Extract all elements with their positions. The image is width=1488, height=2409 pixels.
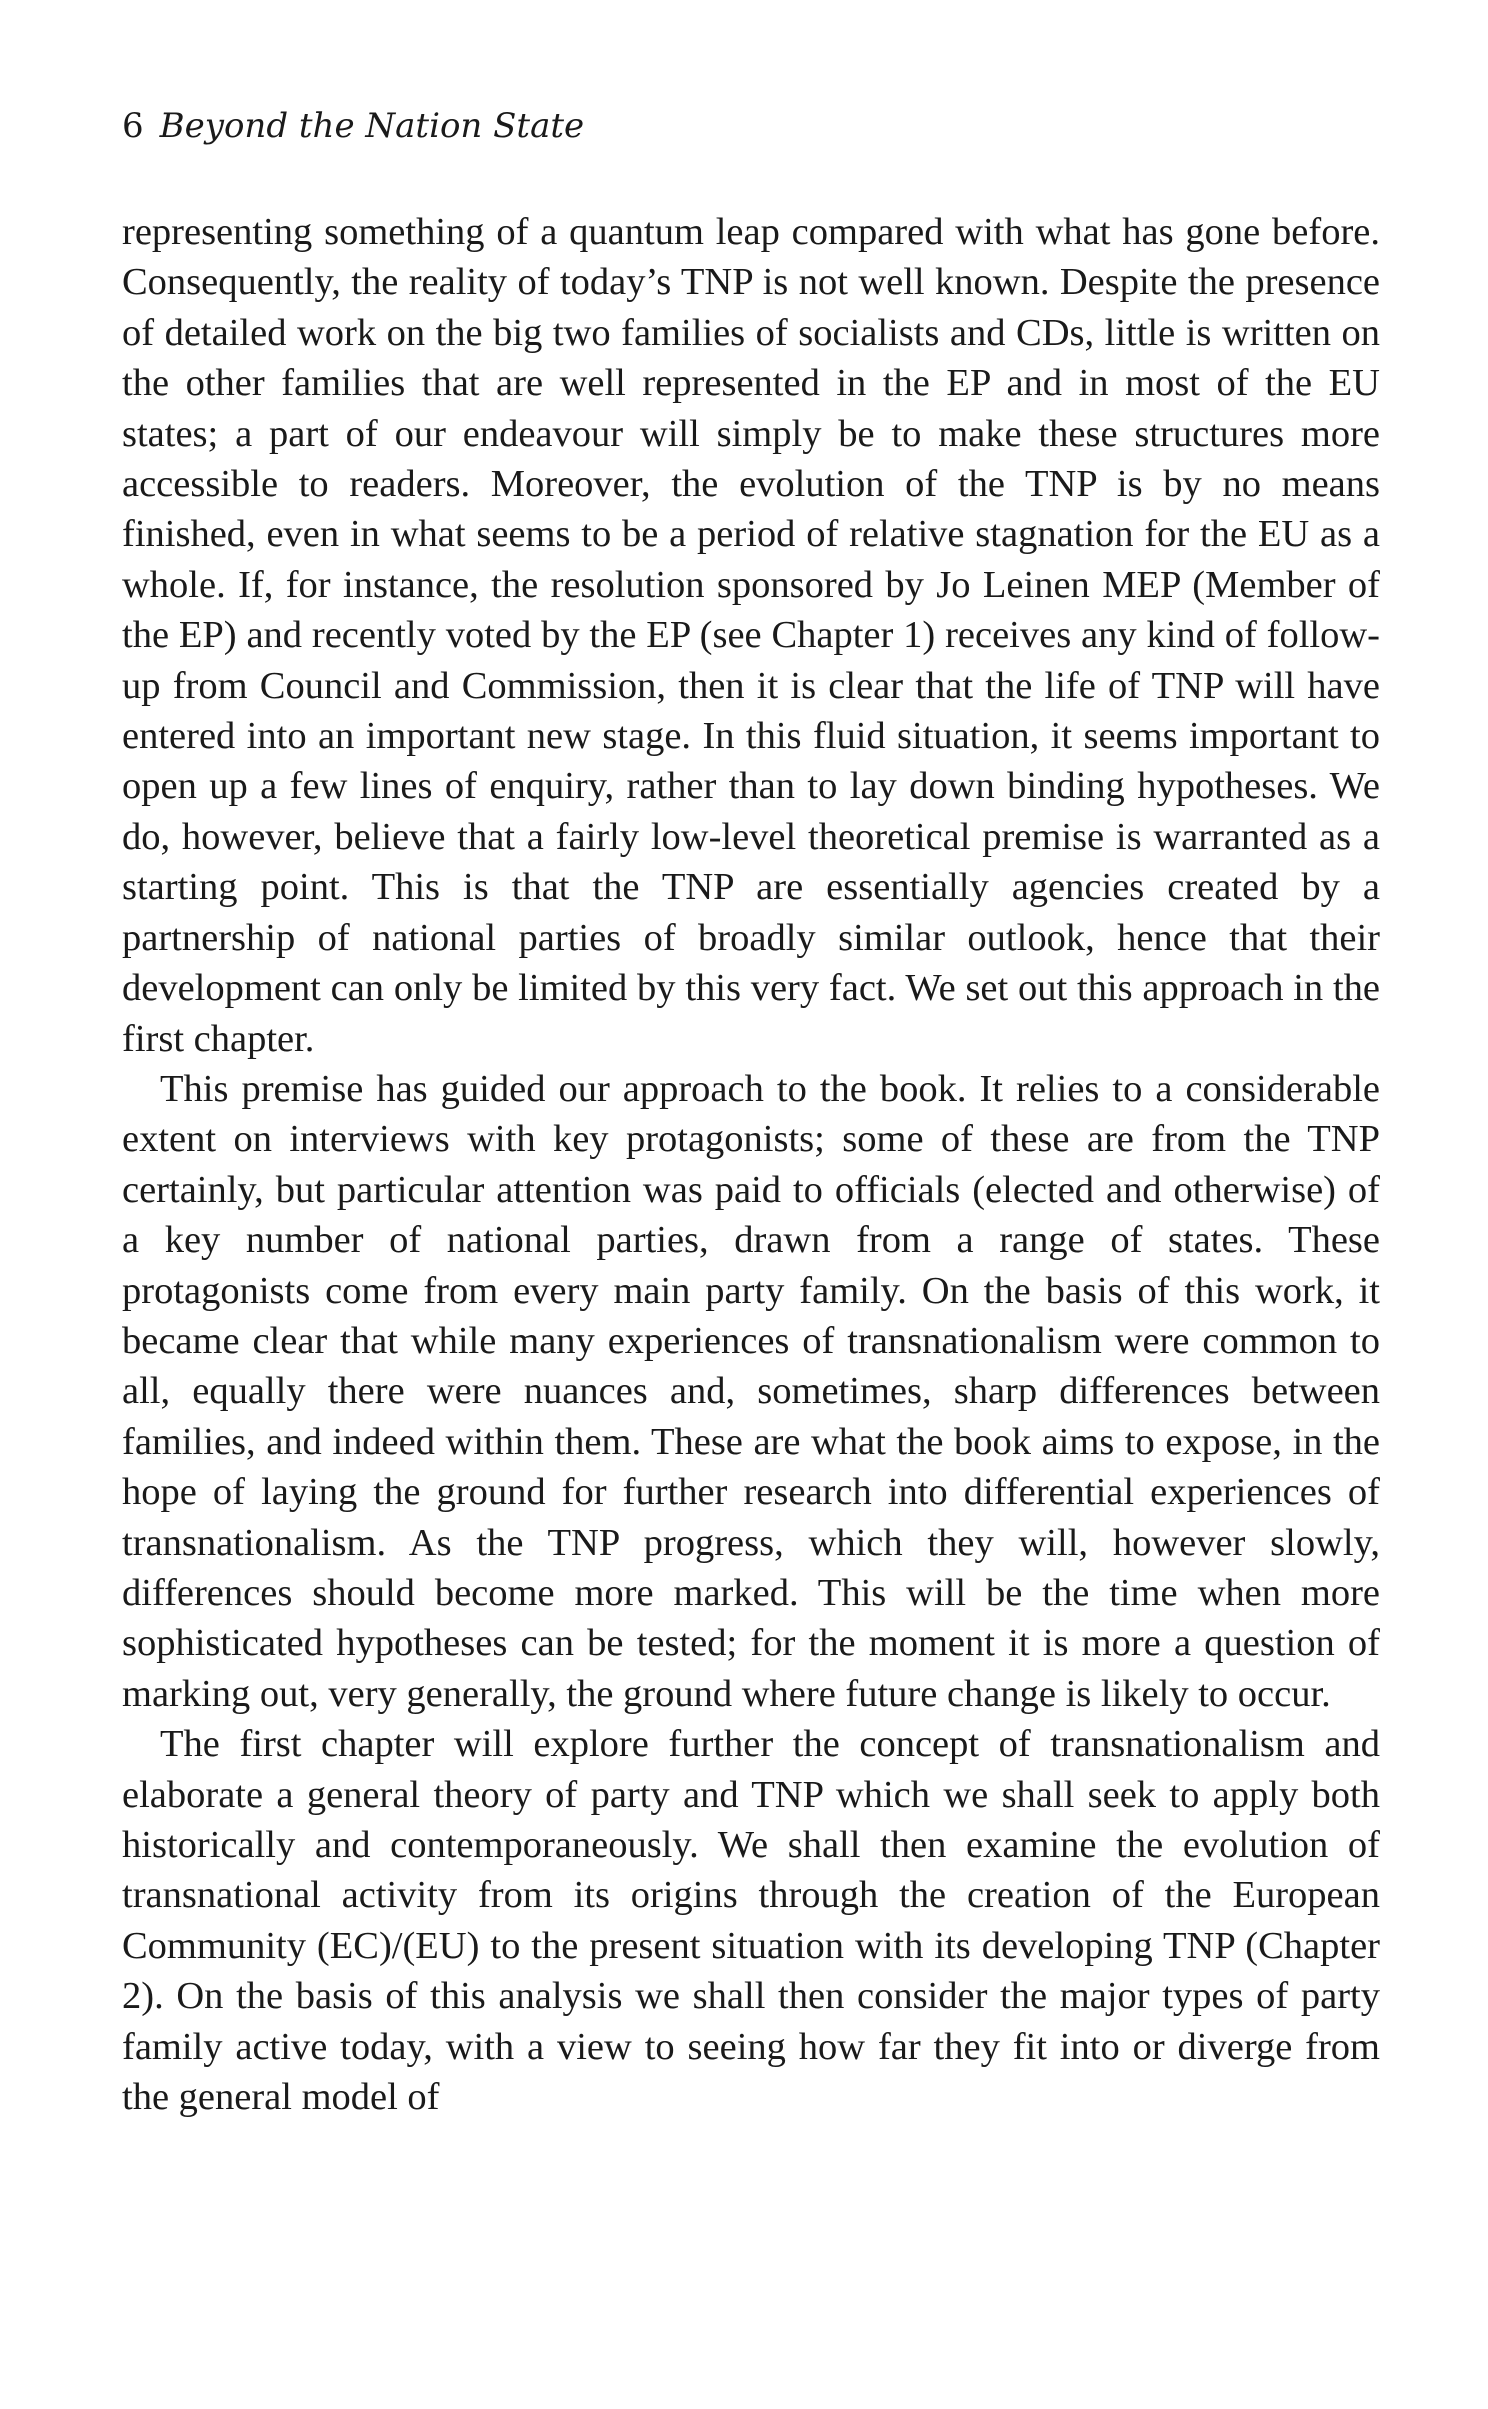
running-head xyxy=(122,104,584,148)
page-number: 6 xyxy=(122,106,144,146)
paragraph-1: representing something of a quantum leap compared with what has gone before. Consequently, the reality of today’s TNP is not well known. Despite the presence of detailed work on the big two families of socialists and CDs, little is written on the other families that are well represented in the EP and in most of the EU states; a part of our endeavour will simply be to make these structures more accessible to readers. Moreover, the evolution of the TNP is by no means finished, even in what seems to be a period of relative stagnation for the EU as a whole. If, for instance, the resolution sponsored by Jo Leinen MEP (Member of the EP) and recently voted by the EP (see Chapter 1) receives any kind of follow-up from Council and Commission, then it is clear that the life of TNP will have entered into an important new stage. In this fluid situation, it seems important to open up a few lines of enquiry, rather than to lay down binding hypotheses. We do, however, believe that a fairly low-level theoretical premise is warranted as a starting point. This is that the TNP are essentially agencies created by a partnership of national parties of broadly similar outlook, hence that their development can only be limited by this very fact. We set out this approach in the first chapter. xyxy=(122,211,1380,1060)
body-text xyxy=(122,207,1380,2122)
book-title: Beyond the Nation State xyxy=(159,106,585,146)
paragraph-3: The first chapter will explore further the concept of transnationalism and elaborate a general theory of party and TNP which we shall seek to apply both historically and contemporaneously. We shall then examine the evolution of transnational activity from its origins through the creation of the European Community (EC)/(EU) to the present situation with its developing TNP (Chapter 2). On the basis of this analysis we shall then consider the major types of party family active today, with a view to seeing how far they fit into or diverge from the general model of xyxy=(122,1723,1380,2119)
paragraph-2: This premise has guided our approach to the book. It relies to a considerable extent on interviews with key protagonists; some of these are from the TNP certainly, but particular attention was paid to officials (elected and otherwise) of a key number of national parties, drawn from a range of states. These protagonists come from every main party family. On the basis of this work, it became clear that while many experiences of transnationalism were common to all, equally there were nuances and, sometimes, sharp differences between families, and indeed within them. These are what the book aims to expose, in the hope of laying the ground for further research into differential experiences of transnationalism. As the TNP progress, which they will, however slowly, differences should become more marked. This will be the time when more sophisticated hypotheses can be tested; for the moment it is more a question of marking out, very generally, the ground where future change is likely to occur. xyxy=(122,1067,1380,1715)
